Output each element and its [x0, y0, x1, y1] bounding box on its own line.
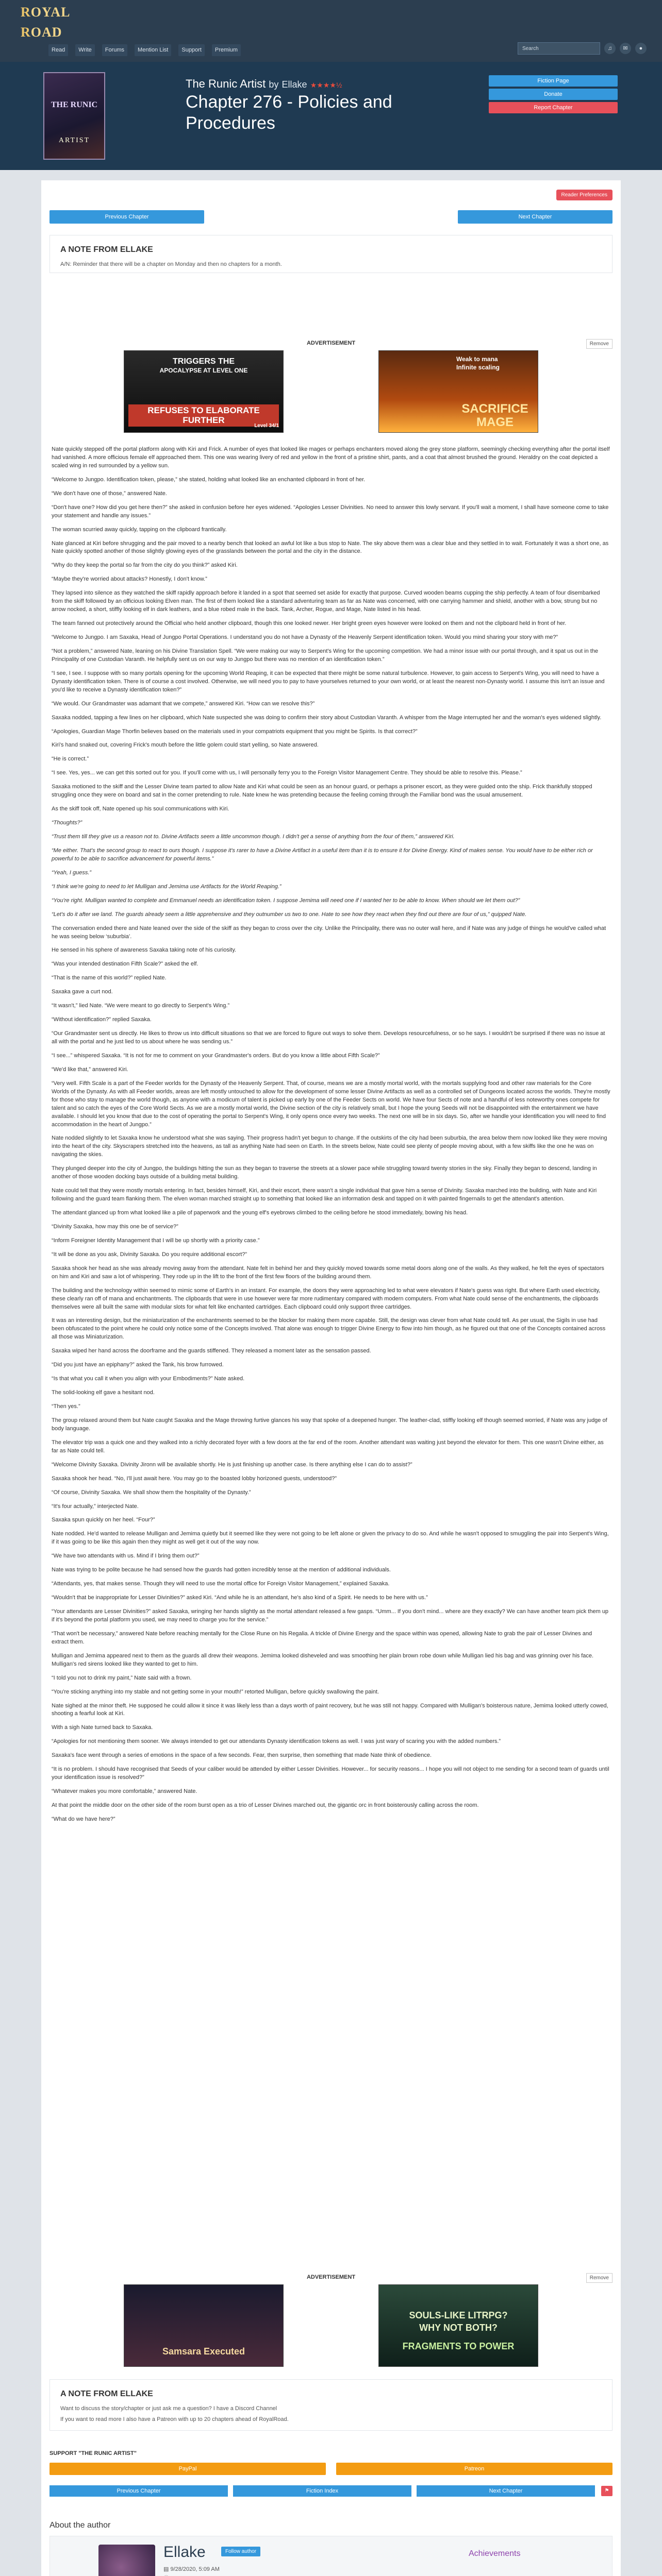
chapter-paragraph: The solid-looking elf gave a hesitant nod. — [52, 1389, 155, 1396]
chapter-paragraph: “Your attendants are Lesser Divinities?” asked Saxaka, wringing her hands slightly as the mortal attendant released a few gasps. “Umm... If you don't mind... where are they exactly? We can have another team pick them up if it's beyond the portal platform you used, we may need to charge you for the service.” — [52, 1608, 609, 1623]
chapter-title: Chapter 276 - Policies and Procedures — [186, 92, 392, 133]
chapter-paragraph: “Thoughts?” — [52, 820, 82, 826]
chapter-paragraph: “I think we're going to need to let Mulligan and Jemima use Artifacts for the World Reaping.” — [52, 883, 282, 890]
chapter-paragraph: The elevator trip was a quick one and they walked into a richly decorated foyer with a few doors at the far end of the room. Another attendant was waiting just beyond the elevator for them. This one wasn't Divine either, as far as Nate could tell. — [52, 1439, 604, 1454]
chapter-paragraph: The team fanned out protectively around the Official who held another clipboard, though this one looked newer. Her bright green eyes however were looked on them and not the clipboard held in front of her. — [52, 620, 567, 627]
fiction-title-line — [186, 75, 342, 92]
chapter-paragraph: “That won't be necessary,” answered Nate before reaching mentally for the Close Rune on his Regalia. A trickle of Divine Energy and the space within was opened, allowing Nate to grab the pair of Lesser Divines and extract them. — [52, 1630, 592, 1645]
nav-item-premium[interactable]: Premium — [212, 44, 241, 56]
by-label: by — [269, 79, 279, 90]
report-chapter-button[interactable]: Report Chapter — [489, 102, 618, 113]
chapter-paragraph: “Why do they keep the portal so far from the city do you think?” asked Kiri. — [52, 562, 238, 569]
chapter-paragraph: “We would. Our Grandmaster was adamant that we compete,” answered Kiri. “How can we resolve this?” — [52, 700, 315, 707]
nav-item-write[interactable]: Write — [75, 44, 94, 56]
about-author-heading: About the author — [49, 2521, 111, 2530]
author-note-line-2: If you want to read more I also have a Patreon with up to 20 chapters ahead of RoyalRoad. — [60, 2416, 289, 2422]
paypal-button[interactable]: PayPal — [49, 2463, 326, 2475]
patreon-button[interactable]: Patreon — [336, 2463, 613, 2475]
royal-road-logo[interactable]: ROYAL ROAD — [21, 5, 70, 40]
chapter-paragraph: “Apologies for not mentioning them sooner. We always intended to get our attendants Dynasty identification tokens as well. I was just wary of scaring you with the added numbers.” — [52, 1738, 501, 1745]
next-chapter-button[interactable]: Next Chapter — [458, 210, 613, 224]
chapter-paragraph: “We don't have one of those,” answered Nate. — [52, 490, 167, 497]
top-navbar — [0, 0, 662, 62]
message-icon[interactable]: ✉ — [620, 43, 631, 54]
user-icon[interactable]: ● — [635, 43, 647, 54]
follow-author-button[interactable]: Follow author — [221, 2547, 260, 2556]
search-input[interactable]: Search — [518, 42, 600, 55]
previous-chapter-button[interactable]: Previous Chapter — [49, 210, 204, 224]
chapter-paragraph: The woman scurried away quickly, tapping on the clipboard frantically. — [52, 526, 227, 533]
chapter-paragraph: “Welcome to Jungpo. Identification token, please,” she stated, holding what looked like an enchanted clipboard in front of her. — [52, 476, 366, 483]
flag-icon[interactable]: ⚑ — [601, 2486, 613, 2496]
chapter-paragraph: The building and the technology within seemed to mimic some of Earth's in an instant. For example, the doors they were approaching led to what were elevators if Nate's guess was right. But where Earth used electricity, these clearly ran off of mana and enchantments. The clipboards that were in use however were far more rudimentary compared with modern computers. From what Nate could sense of the enchantments, the clipboards themselves were all built the same with modular slots for what felt like enchanted cartridges. Each clipboard could only support three cartridges. — [52, 1287, 601, 1310]
nav-item-support[interactable]: Support — [178, 44, 205, 56]
chapter-paragraph: “Without identification?” replied Saxaka. — [52, 1016, 152, 1023]
calendar-icon: ▤ — [163, 2566, 169, 2572]
chapter-paragraph: Saxaka shook her head as she was already moving away from the attendant. Nate felt in behind her and they quickly moved towards some metal doors along one of the walls. As they walked, he felt the eyes of spectators on him and Kiri and saw a lot of whispering. They rode up in the lift to the front of the first few floors of the building around them. — [52, 1265, 604, 1280]
chapter-paragraph: The conversation ended there and Nate leaned over the side of the skiff as they began to cross over the city. Unlike the Principality, there was no outer wall here, and if Nate was any judge of things he would've called what he was seeing below ‘suburbia’. — [52, 925, 606, 940]
chapter-paragraph: “Then yes.” — [52, 1403, 80, 1410]
chapter-paragraph: “Attendants, yes, that makes sense. Though they will need to use the mortal office for Foreign Visitor Management,” explained Saxaka. — [52, 1581, 390, 1587]
chapter-content-card — [41, 180, 621, 2576]
chapter-paragraph: “We'd like that,” answered Kiri. — [52, 1066, 128, 1073]
author-box — [49, 2536, 613, 2576]
fiction-index-button[interactable]: Fiction Index — [233, 2485, 411, 2497]
chapter-paragraph: The attendant glanced up from what looked like a pile of paperwork and the young elf's eyebrows climbed to the ceiling before he stood immediately, bowing his head. — [52, 1210, 468, 1216]
fiction-cover[interactable] — [43, 72, 105, 160]
chapter-paragraph: “Let's do it after we land. The guards already seem a little apprehensive and they outnumber us two to one. Hate to see how they react when they find out there are four of us,” quipped Nate. — [52, 911, 527, 918]
chapter-paragraph: “Was your intended destination Fifth Scale?” asked the elf. — [52, 961, 198, 968]
chapter-paragraph: “Maybe they're worried about attacks? Honestly, I don't know.” — [52, 576, 207, 583]
chapter-paragraph: “Trust them till they give us a reason not to. Divine Artifacts seem a little uncommon though. I didn't get a sense of anything from the four of them,” answered Kiri. — [52, 834, 455, 840]
chapter-paragraph: “Whatever makes you more comfortable,” answered Nate. — [52, 1788, 197, 1795]
chapter-paragraph: Saxaka's face went through a series of emotions in the space of a few seconds. Fear, then surprise, then something that made Nate think of obedience. — [52, 1752, 432, 1759]
chapter-paragraph: “You're right. Mulligan wanted to complete and Emmanuel needs an identification token. I suppose Jemima will need one if I wanted her to be able to know. When should we let them out?” — [52, 897, 520, 904]
author-note-line-1: Want to discuss the story/chapter or just ask me a question? I have a Discord Channel — [60, 2405, 277, 2412]
footer-next-chapter-button[interactable]: Next Chapter — [417, 2485, 595, 2497]
support-heading: SUPPORT "THE RUNIC ARTIST" — [49, 2450, 137, 2456]
chapter-paragraph: “Inform Foreigner Identity Management that I will be up shortly with a priority case.” — [52, 1237, 260, 1244]
chapter-paragraph: “It's four actually,” interjected Nate. — [52, 1503, 139, 1510]
chapter-paragraph: With a sigh Nate turned back to Saxaka. — [52, 1724, 153, 1731]
nav-item-forums[interactable]: Forums — [102, 44, 127, 56]
author-name[interactable]: Ellake — [163, 2544, 206, 2561]
chapter-paragraph: “It will be done as you ask, Divinity Saxaka. Do you require additional escort?” — [52, 1251, 247, 1258]
fiction-author[interactable]: Ellake — [282, 79, 307, 90]
chapter-paragraph: “Apologies, Guardian Mage Thorfin believes based on the materials used in your compatriots equipment that you might be Spirits. Is that correct?” — [52, 728, 418, 735]
chapter-paragraph: “I told you not to drink my paint,” Nate said with a frown. — [52, 1674, 192, 1681]
donate-button[interactable]: Donate — [489, 89, 618, 100]
nav-item-mention-list[interactable]: Mention List — [135, 44, 171, 56]
author-note-heading-2: A NOTE FROM ELLAKE — [60, 2389, 153, 2398]
ad-banner-3[interactable]: Samsara Executed — [124, 2284, 284, 2367]
nav-item-read[interactable]: Read — [48, 44, 68, 56]
chapter-paragraph: Saxaka shook her head. “No, I'll just await here. You may go to the boasted lobby horizoned guests, understood?” — [52, 1475, 337, 1482]
chapter-paragraph: “Me either. That's the second group to react to ours though. I suppose it's rarer to have a Divine Artifact in a useful item than it is to ensure it for Divine Energy. Kind of makes sense. You would have to be either rich or powerful to be able to sacrifice advancement for powerful items.” — [52, 847, 593, 862]
chapter-paragraph: “It is no problem. I should have recognised that Seeds of your caliber would be attended by either Lesser Divinities. However... for security reasons... I hope you will not object to me sending for a second team of guards until your identification issue is resolved?” — [52, 1766, 609, 1781]
chapter-paragraph: The group relaxed around them but Nate caught Saxaka and the Mage throwing furtive glances his way that spoke of a deepened hunger. The leather-clad, stiffly looking elf though seemed worried, if Nate was any judge of body language. — [52, 1417, 607, 1432]
chapter-paragraph: “That is the name of this world?” replied Nate. — [52, 975, 167, 981]
chapter-paragraph: “Very well. Fifth Scale is a part of the Feeder worlds for the Dynasty of the Heavenly Serpent. That, of course, means we are a mostly mortal world, with the mortals supplying food and other raw materials for the Core Worlds of the Dynasty. As with all Feeder worlds, areas are left mostly untouched to allow for the development of some lesser Divine Artifacts as well as a controlled set of Dungeons located across the worlds. They're mostly for those who stay to manage the world though, as anyone with a modicum of talent is picked up early by one of the Feeder Sects on world. We have four Sects of note and a handful of less noteworthy ones compete for talent and so catch the eyes of the Core World Sects. As we are a mostly mortal world, the Divine section of the city is relatively small, but I hope the young Seeds will not be disappointed with the entertainment we have available. I should let you know that due to the cost of operating the portal to Serpent's Wing, it only opens once every two weeks. The next one will be in six days. So, after we handle your identification you will need to find accommodation in the heart of Jungpo.” — [52, 1080, 610, 1128]
rating-stars-icon: ★★★★½ — [310, 81, 342, 89]
nav-right — [518, 42, 647, 55]
chapter-paragraph: Nate could tell that they were mostly mortals entering. In fact, besides himself, Kiri, and their escort, there wasn't a single individual that gave him a sense of Divinity. Saxaka marched into the building, with Nate and Kiri following and the guard team flanking them. The elven woman marched straight up to something that looked like an information desk and tapped on it with painted fingernails to get the attendant's attention. — [52, 1188, 597, 1202]
chapter-paragraph: “Welcome to Jungpo. I am Saxaka, Head of Jungpo Portal Operations. I understand you do not have a Dynasty of the Heavenly Serpent identification token. Would you mind sharing your story with me?” — [52, 634, 558, 640]
chapter-paragraph: Mulligan and Jemima appeared next to them as the guards all drew their weapons. Jemima looked disheveled and was smoothing her plain brown robe down while Mulligan lied his bag and was grinning over his face. Mulligan's red sirens looked like they wanted to get to him. — [52, 1652, 594, 1667]
chapter-header — [0, 62, 662, 170]
ad-label: ADVERTISEMENT — [306, 340, 356, 346]
reader-preferences-button[interactable]: Reader Preferences — [556, 190, 613, 200]
chapter-paragraph: “Our Grandmaster sent us directly. He likes to throw us into difficult situations so that we are forced to figure out ways to solve them. Develops resourcefulness, or so he says. I wouldn't be surprised if there was no issue at all with the portal and he just lied to us about where he was sending us.” — [52, 1030, 605, 1045]
cover-title: THE RUNIC — [51, 100, 98, 109]
chapter-paragraph: Saxaka wiped her hand across the doorframe and the guards stiffened. They released a moment later as the sensation passed. — [52, 1348, 371, 1354]
fiction-page-button[interactable]: Fiction Page — [489, 75, 618, 87]
ad-banner-2[interactable]: Weak to mana Infinite scaling SACRIFICE MAGE — [378, 350, 538, 433]
chapter-paragraph: “I see, I see. I suppose with so many portals opening for the upcoming World Reaping, it can be expected that there might be some natural turbulence. However, to gain access to Serpent's Wing, you will need to have a Dynasty identification token. There is of course a cost involved. Otherwise, we will need you to pay to have yourselves returned to your own world, or at least the nearest non-Dynasty world. I assume this isn't an issue and you'd like to receive a Dynasty identification token?” — [52, 670, 605, 693]
chapter-paragraph: Nate nodded. He'd wanted to release Mulligan and Jemima quietly but it seemed like they were not going to be left alone or given the privacy to do so. And while he wasn't opposed to smuggling the pair into Serpent's Wing, if it was going to be like this again then they might as well get it out of the way now. — [52, 1531, 609, 1546]
author-note-bottom — [49, 2379, 613, 2431]
chapter-paragraph: “What do we have here?” — [52, 1816, 115, 1822]
chapter-paragraph: They plunged deeper into the city of Jungpo, the buildings hitting the sun as they began to traverse the streets at a slower pace while struggling toward twenty stories in the sky. Finally they began to descend, landing in another of those wooden docking bays outside of a building metal building. — [52, 1165, 597, 1180]
chapter-paragraph: “Not a problem,” answered Nate, leaning on his Divine Translation Spell. “We were making our way to Serpent's Wing for the upcoming competition. We had a minor issue with our portal through, and it spat us out in the Principality of one Custodian Varanth. He helpfully sent us on our way to Jungpo but there was no mention of an identification token.” — [52, 648, 599, 663]
author-joined — [163, 2565, 220, 2574]
chapter-paragraph: Kiri's hand snaked out, covering Frick's mouth before the little golem could start yelling, so Nate answered. — [52, 742, 319, 749]
chapter-paragraph: “Welcome Divinity Saxaka. Divinity Jironn will be available shortly. He is just finishing up another case. Is there anything else I can do to assist?” — [52, 1461, 412, 1468]
chapter-paragraph: Saxaka gave a curt nod. — [52, 989, 113, 995]
ad-label-2: ADVERTISEMENT — [306, 2274, 356, 2280]
chapter-paragraph: Nate was trying to be polite because he had sensed how the guards had gotten incredibly tense at the mention of additional individuals. — [52, 1567, 391, 1573]
cover-subtitle: ARTIST — [58, 137, 90, 144]
bell-icon[interactable]: ♫ — [604, 43, 616, 54]
chapter-paragraph: “Yeah, I guess.” — [52, 869, 92, 876]
chapter-paragraph: “Don't have one? How did you get here then?” she asked in confusion before her eyes widened. “Apologies Lesser Divinities. No need to answer this lowly servant. If you'll wait a moment, I shall have someone come to take your statement and handle any issues.” — [52, 504, 609, 519]
chapter-paragraph: “He is correct.” — [52, 756, 89, 762]
author-avatar[interactable] — [98, 2545, 155, 2576]
chapter-paragraph: “It wasn't,” lied Nate. “We were meant to go directly to Serpent's Wing.” — [52, 1003, 230, 1009]
chapter-body — [52, 446, 610, 1829]
fiction-title[interactable]: The Runic Artist — [186, 77, 266, 90]
chapter-paragraph: “Divinity Saxaka, how may this one be of service?” — [52, 1223, 178, 1230]
chapter-paragraph: They lapsed into silence as they watched the skiff rapidly approach before it landed in a spot that seemed set aside for exactly that purpose. Curved wooden beams cupping the ship perfectly. A team of four disembarked from the skiff followed by an officious looking Elven man. The first of them looked like a standard adventuring team as far as Nate was concerned, with one carrying hammer and shield, another with a bow, strung but no arrow nocked, a short, stiffly looking elf in dark leathers, and a blue robed male in the back. Tank, Archer, Rogue, and Mage, Nate listed in his head. — [52, 590, 600, 613]
main-nav — [48, 44, 241, 56]
hero-buttons — [489, 75, 618, 115]
chapter-paragraph: It was an interesting design, but the miniaturization of the enchantments seemed to be the blocker for making them more capable. Still, the design was clever from what Nate could tell. As per usual, the Sigils in use had been obfuscated to the point where he could only notice some of the Concepts involved. That alone was enough to trigger Divine Energy to flow into him though, as he figured out that one of the Concepts contained across all those was Miniaturization. — [52, 1317, 606, 1341]
chapter-paragraph: Nate quickly stepped off the portal platform along with Kiri and Frick. A number of eyes that looked like mages or perhaps enchanters moved along the grey stone platform, seemingly checking everything after the portal itself had vanished. A more officious female elf approached them. This one was wearing livery of red and yellow in the front of a pristine shirt, pants, and a coat that almost brushed the ground. Heraldry on the coat depicted a scaled wing in red surrounded by a yellow sun. — [52, 446, 610, 469]
author-note-text: A/N: Reminder that there will be a chapter on Monday and then no chapters for a month. — [60, 261, 282, 267]
chapter-paragraph: “Of course, Divinity Saxaka. We shall show them the hospitality of the Dynasty.” — [52, 1489, 251, 1496]
remove-ad-button-2[interactable]: Remove — [586, 2273, 613, 2283]
chapter-paragraph: Saxaka spun quickly on her heel. “Four?” — [52, 1517, 155, 1523]
chapter-paragraph: He sensed in his sphere of awareness Saxaka taking note of his curiosity. — [52, 947, 237, 954]
chapter-paragraph: Nate nodded slightly to let Saxaka know he understood what she was saying. Their progress hadn't yet begun to change. If the outskirts of the city had been suburbia, the area below them now looked like they were moving into the heart of the city. Skyscrapers stretched into the heavens, as tall as anything Nate had seen on Earth. In the streets below, Nate could see plenty of people moving about, with a few skiffs like the one he was on navigating the skies. — [52, 1135, 607, 1158]
footer-previous-chapter-button[interactable]: Previous Chapter — [49, 2485, 228, 2497]
chapter-paragraph: At that point the middle door on the other side of the room burst open as a trio of Lesser Divines marched out, the gigantic orc in front boisterously calling across the room. — [52, 1802, 479, 1808]
joined-date: 9/28/2020, 5:09 AM — [170, 2566, 220, 2572]
chapter-paragraph: “We have two attendants with us. Mind if I bring them out?” — [52, 1553, 200, 1560]
ad-banner-4[interactable]: SOULS-LIKE LITRPG? WHY NOT BOTH? FRAGMENTS TO POWER — [378, 2284, 538, 2367]
chapter-paragraph: “You're sticking anything into my stable and not getting some in your mouth!” retorted Mulligan, before quickly swallowing the paint. — [52, 1688, 379, 1695]
chapter-paragraph: “I see. Yes, yes... we can get this sorted out for you. If you'll come with us, I will personally ferry you to the Foreign Visitor Management Centre. They should be able to resolve this. Please.” — [52, 770, 522, 776]
remove-ad-button[interactable]: Remove — [586, 339, 613, 349]
chapter-paragraph: Saxaka motioned to the skiff and the Lesser Divine team parted to allow Nate and Kiri what could be seen as an honour guard, or perhaps a prisoner escort, as they were guided onto the ship. Frick thankfully stopped struggling once they were on board and sat in the corner pretending to rule. Nate knew he was pretending because the feeling coming through the Familiar bond was the usual amusement. — [52, 784, 592, 799]
ad-banner-1[interactable]: TRIGGERS THE APOCALYPSE AT LEVEL ONE REFUSES TO ELABORATE FURTHER Level 34/1 — [124, 350, 284, 433]
chapter-paragraph: “Did you just have an epiphany?” asked the Tank, his brow furrowed. — [52, 1362, 224, 1368]
chapter-paragraph: Nate glanced at Kiri before shrugging and the pair moved to a nearby bench that looked an awful lot like a bus stop to Nate. The sky above them was a clear blue and they settled in to wait. Fortunately it was a short one, as Nate quickly spotted another of those slightly glowing eyes of the grasslands between the portal and the city in the distance. — [52, 540, 609, 555]
author-note-top — [49, 235, 613, 273]
chapter-paragraph: Nate sighed at the minor theft. He supposed he could allow it since it was likely less than a days worth of paint recovery, but he was still not happy. Compared with Mulligan's boisterous nature, Jemima looked utterly cowed, shooting a fearful look at Kiri. — [52, 1702, 608, 1717]
chapter-paragraph: “Wouldn't that be inappropriate for Lesser Divinities?” asked Kiri. “And while he is an attendant, he's also kind of a Spirit. He needs to be here with us.” — [52, 1595, 428, 1601]
chapter-paragraph: As the skiff took off, Nate opened up his soul communications with Kiri. — [52, 806, 229, 812]
chapter-paragraph: “Is that what you call it when you align with your Embodiments?” Nate asked. — [52, 1376, 245, 1382]
chapter-paragraph: Saxaka nodded, tapping a few lines on her clipboard, which Nate suspected she was doing to confirm their story about Custodian Varanth. A whisper from the Mage interrupted her and the woman's eyes widened slightly. — [52, 714, 602, 721]
chapter-paragraph: “I see...” whispered Saxaka. “It is not for me to comment on your Grandmaster's orders. But do you know a little about Fifth Scale?” — [52, 1052, 380, 1059]
author-note-heading: A NOTE FROM ELLAKE — [60, 245, 153, 254]
achievements-heading: Achievements — [469, 2549, 521, 2558]
